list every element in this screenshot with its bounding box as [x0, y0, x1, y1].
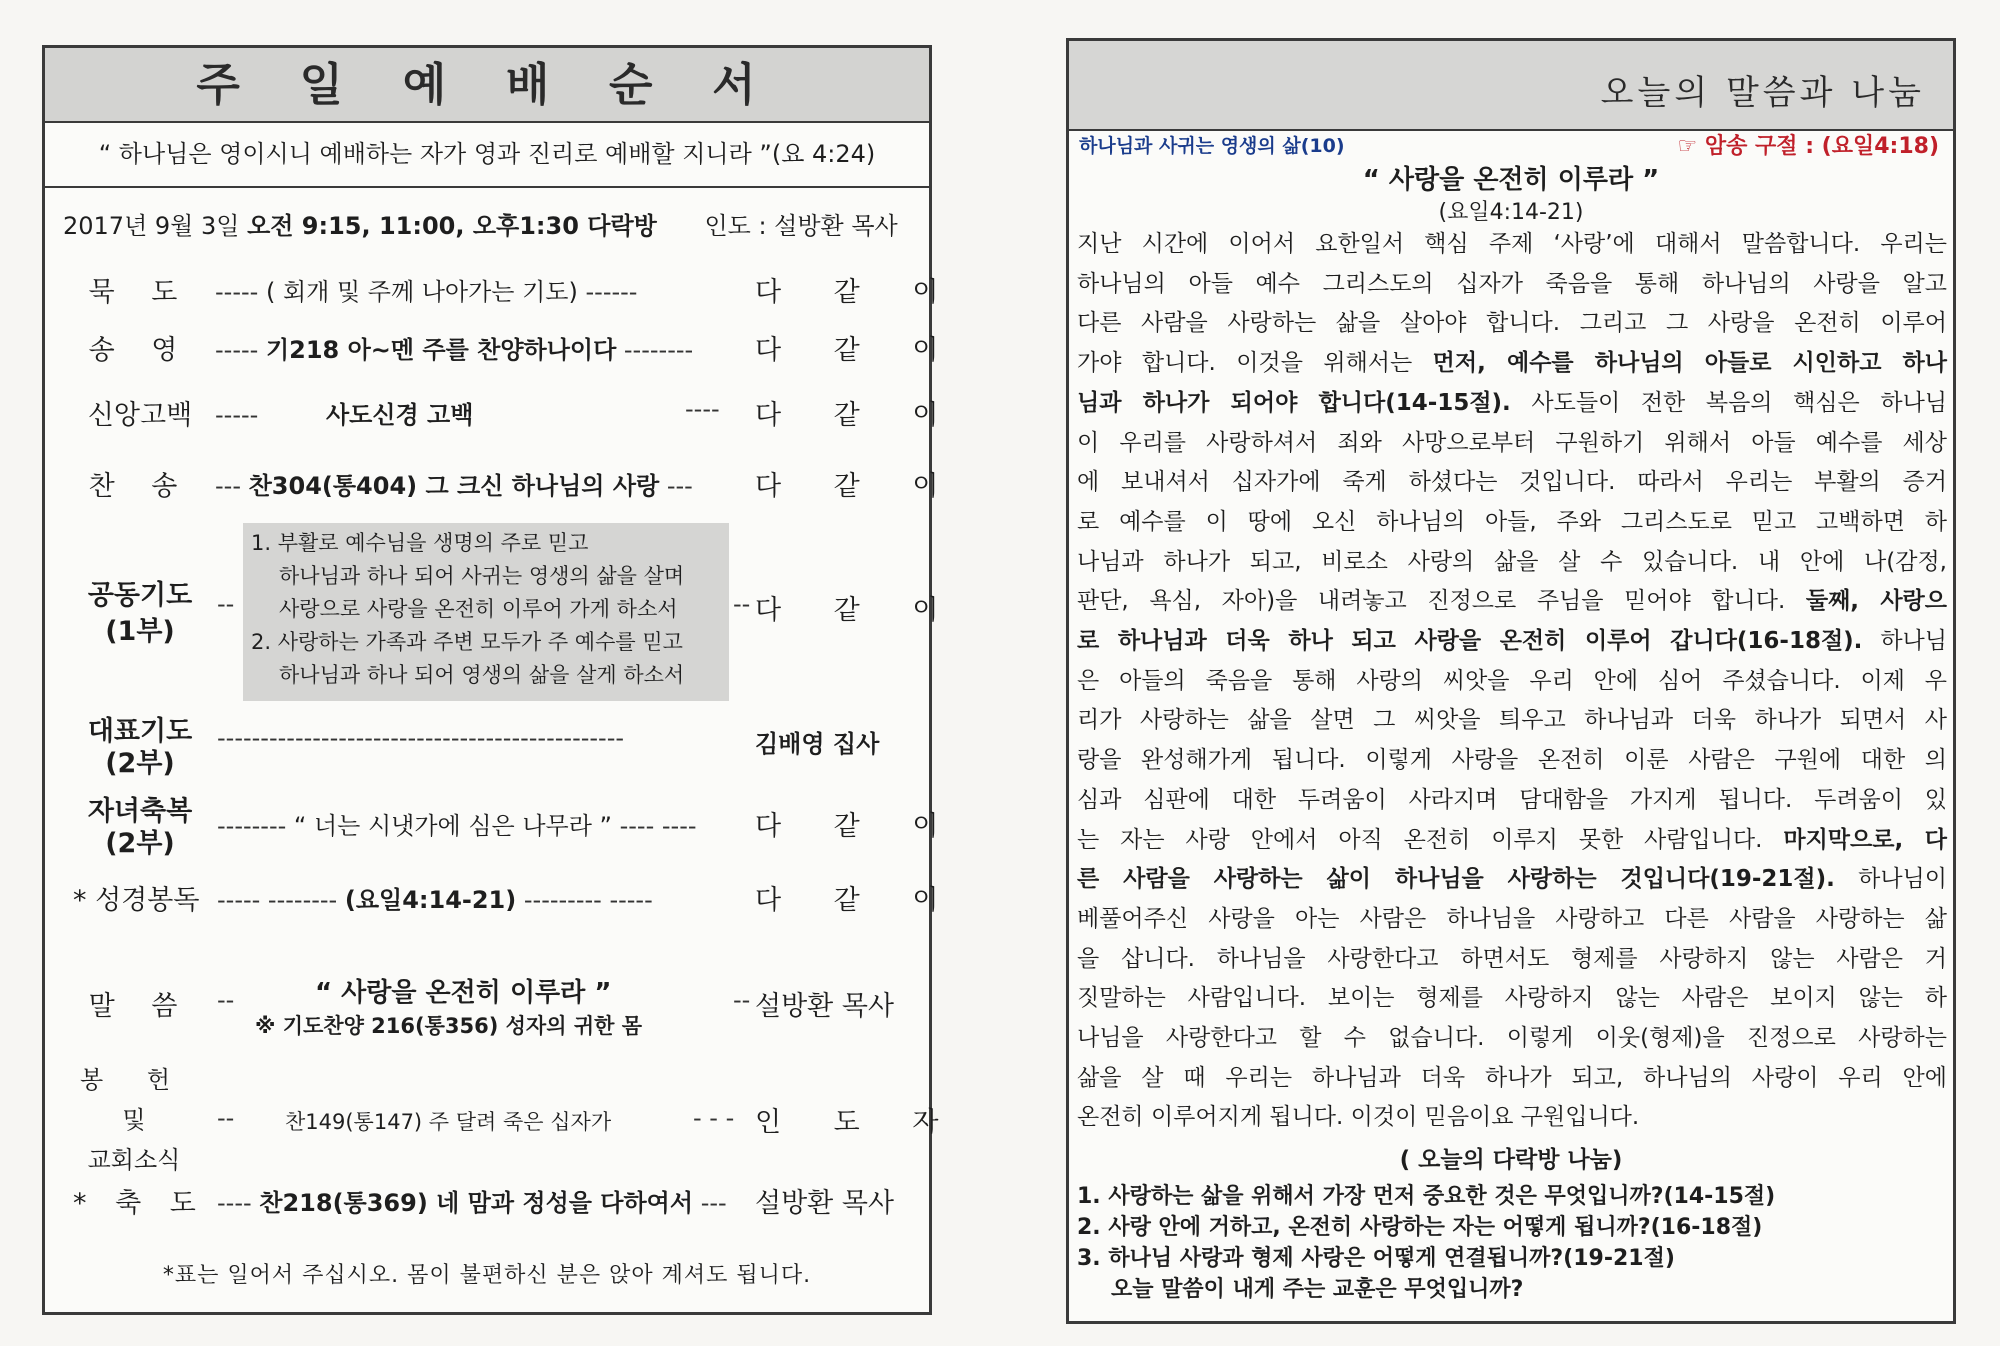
order-dash: ---- — [685, 395, 720, 423]
order-row-scripture — [45, 878, 961, 918]
order-label: 말 씀 — [88, 991, 192, 1022]
order-label: * 성경봉독 — [73, 885, 200, 916]
sermon-hymn: ※ 기도찬양 216(통356) 성자의 귀한 몸 — [255, 1014, 642, 1038]
body-line: 온전히 이루어지게 됩니다. 이것이 믿음이요 구원입니다. — [1077, 1104, 1640, 1131]
order-performer: 다 같 이 — [755, 277, 961, 308]
order-performer: 다 같 이 — [755, 335, 961, 366]
order-content: 찬149(통147) 주 달려 죽은 십자가 — [285, 1110, 612, 1134]
order-content: ----- ( 회개 및 주께 나아가는 기도) ------ — [215, 278, 638, 306]
sermon-title: “ 사랑을 온전히 이루라 ” — [315, 978, 612, 1008]
order-row-silent-prayer — [45, 270, 961, 310]
body-line: 하나님의 아들 예수 그리스도의 십자가 죽음을 통해 하나님의 사랑을 알고 — [1077, 270, 1947, 297]
order-dash: ----------------------------------------------- — [217, 724, 625, 752]
order-dash: -- — [217, 590, 235, 618]
order-label: 대표기도 (2부) — [87, 716, 193, 779]
order-label: 자녀축복 (2부) — [87, 796, 193, 859]
order-performer: 김배영 집사 — [755, 730, 880, 758]
body-line: 을 삽니다. 하나님을 사랑한다고 하면서도 형제를 사랑하지 않는 사람은 거 — [1077, 945, 1947, 972]
memory-verse: ☞ 암송 구절 : (요일4:18) — [1677, 134, 1939, 159]
body-line: 님과 하나가 되어야 합니다(14-15절). 사도들이 전한 복음의 핵심은 하나님 — [1077, 389, 1947, 416]
body-line: 은 아들의 죽음을 통해 사랑의 씨앗을 우리 안에 심어 주셨습니다. 이제 우 — [1077, 667, 1947, 694]
order-label: 묵 도 — [88, 277, 192, 308]
question-item: 2. 사랑 안에 거하고, 온전히 사랑하는 자는 어떻게 됩니까?(16-18절) — [1077, 1215, 1763, 1240]
order-performer: 다 같 이 — [755, 811, 961, 842]
common-prayer-box — [243, 523, 729, 701]
order-performer: 인 도 자 — [755, 1107, 961, 1138]
order-label: * 축 도 — [73, 1188, 206, 1219]
order-row-creed — [45, 393, 961, 433]
sermon-reference: (요일4:14-21) — [1438, 200, 1584, 225]
sermon-body — [1077, 225, 1947, 1138]
body-line: 나님과 하나가 되고, 비로소 사랑의 삶을 살 수 있습니다. 내 안에 나(감정, — [1077, 548, 1947, 575]
service-info — [63, 206, 898, 241]
order-performer: 설방환 목사 — [755, 1188, 894, 1219]
body-line: 로 하나님과 더욱 하나 되고 사랑을 온전히 이루어 갑니다(16-18절). 하나님 — [1077, 628, 1947, 655]
sermon-sharing-panel — [1066, 38, 1956, 1324]
body-line: 판단, 욕심, 자아)을 내려놓고 진정으로 주님을 믿어야 합니다. 둘째, 사랑으 — [1077, 588, 1947, 615]
body-line: 랑을 완성해가게 됩니다. 이렇게 사랑을 온전히 이룬 사람은 구원에 대한 의 — [1077, 747, 1947, 774]
order-label: 찬 송 — [88, 471, 192, 502]
order-performer: 다 같 이 — [755, 595, 961, 626]
share-title: ( 오늘의 다락방 나눔) — [1399, 1147, 1623, 1173]
order-row-representative-prayer — [45, 716, 905, 796]
worship-order-panel — [42, 45, 961, 1315]
order-label: 봉 헌 및 교회소식 — [80, 1066, 188, 1174]
sharing-header — [1069, 41, 1953, 131]
order-content: ---- 찬218(통369) 네 맘과 정성을 다하여서 --- — [217, 1189, 727, 1217]
sharing-title: 오늘의 말씀과 나눔 — [1600, 73, 1925, 113]
order-performer: 다 같 이 — [755, 471, 961, 502]
order-label: 공동기도 (1부) — [87, 580, 193, 647]
footer-note: *표는 일어서 주십시오. 몸이 불편하신 분은 앉아 계셔도 됩니다. — [162, 1263, 812, 1288]
body-line: 나님을 사랑한다고 할 수 없습니다. 이렇게 이웃(형제)을 진정으로 사랑하는 — [1077, 1025, 1947, 1052]
prayer-line: 하나님과 하나 되어 영생의 삶을 살게 하소서 — [279, 663, 685, 687]
body-line: 리가 사랑하는 삶을 살면 그 씨앗을 틔우고 하나님과 더욱 하나가 되면서 사 — [1077, 707, 1947, 734]
service-date: 2017년 9월 3일 — [63, 212, 240, 240]
order-content: --- 찬304(통404) 그 크신 하나님의 사랑 --- — [215, 472, 693, 500]
prayer-line: 1. 부활로 예수님을 생명의 주로 믿고 — [251, 531, 589, 555]
order-dash: -- — [733, 986, 751, 1014]
body-line: 이 우리를 사랑하셔서 죄와 사망으로부터 구원하기 위해서 아들 예수를 세상 — [1077, 429, 1947, 456]
prayer-line: 2. 사랑하는 가족과 주변 모두가 주 예수를 믿고 — [251, 630, 683, 654]
order-label: 송 영 — [88, 335, 192, 366]
question-item: 3. 하나님 사랑과 형제 사랑은 어떻게 연결됩니까?(19-21절) — [1077, 1246, 1675, 1271]
service-leader: 인도 : 설방환 목사 — [704, 212, 898, 240]
order-row-offering — [45, 1060, 961, 1180]
order-performer: 다 같 이 — [755, 400, 961, 431]
order-label: 신앙고백 — [87, 400, 193, 431]
question-item: 오늘 말씀이 내게 주는 교훈은 무엇입니까? — [1111, 1277, 1524, 1302]
order-content: -------- “ 너는 시냇가에 심은 나무라 ” ---- ---- — [217, 812, 697, 840]
body-line: 심과 심판에 대한 두려움이 사라지며 담대함을 가지게 됩니다. 두려움이 있 — [1077, 786, 1947, 813]
order-row-child-blessing — [45, 796, 961, 876]
body-line: 가야 합니다. 이것을 위해서는 먼저, 예수를 하나님의 아들로 시인하고 하나 — [1077, 350, 1947, 377]
body-line: 짓말하는 사람입니다. 보이는 형제를 사랑하지 않는 사람은 보이지 않는 하 — [1077, 985, 1947, 1012]
body-line: 는 자는 사랑 안에서 아직 온전히 이루지 못한 사람입니다. 마지막으로, 다 — [1077, 826, 1947, 853]
prayer-line: 하나님과 하나 되어 사귀는 영생의 삶을 살며 — [279, 564, 685, 588]
order-content: ----- 기218 아~멘 주를 찬양하나이다 -------- — [215, 336, 694, 364]
order-content: ----- 사도신경 고백 — [215, 401, 474, 429]
order-dash: - - - — [693, 1104, 735, 1132]
order-dash: -- — [217, 986, 235, 1014]
body-line: 베풀어주신 사랑을 아는 사람은 하나님을 사랑하고 다른 사람을 사랑하는 삶 — [1077, 905, 1947, 932]
order-performer: 설방환 목사 — [755, 991, 894, 1022]
order-content: ----- -------- (요일4:14-21) --------- ----- — [217, 886, 653, 914]
body-line: 다른 사람을 사랑하는 삶을 살아야 합니다. 그리고 그 사랑을 온전히 이루어 — [1077, 310, 1947, 337]
series-title: 하나님과 사귀는 영생의 삶(10) — [1079, 135, 1345, 157]
order-performer: 다 같 이 — [755, 885, 961, 916]
question-item: 1. 사랑하는 삶을 위해서 가장 먼저 중요한 것은 무엇입니까?(14-15절) — [1077, 1184, 1776, 1209]
order-dash: -- — [217, 1104, 235, 1132]
service-times: 오전 9:15, 11:00, 오후1:30 다락방 — [247, 212, 657, 240]
body-line: 른 사람을 사랑하는 삶이 하나님을 사랑하는 것입니다(19-21절). 하나님이 — [1077, 866, 1947, 893]
sermon-title-heading: “ 사랑을 온전히 이루라 ” — [1362, 165, 1660, 195]
order-row-benediction — [45, 1181, 905, 1221]
order-row-sermon — [45, 976, 905, 1056]
order-row-hymn — [45, 464, 961, 504]
body-line: 에 보내셔서 십자가에 죽게 하셨다는 것입니다. 따라서 우리는 부활의 증거 — [1077, 469, 1947, 496]
discussion-questions — [1077, 1181, 1775, 1305]
order-row-doxology — [45, 328, 961, 368]
order-dash: -- — [733, 590, 751, 618]
body-line: 삶을 살 때 우리는 하나님과 더욱 하나가 되고, 하나님의 사랑이 우리 안에 — [1077, 1064, 1947, 1091]
theme-verse: “ 하나님은 영이시니 예배하는 자가 영과 진리로 예배할 지니라 ”(요 4:24) — [45, 123, 929, 188]
body-line: 로 예수를 이 땅에 오신 하나님의 아들, 주와 그리스도로 믿고 고백하면 하 — [1077, 508, 1947, 535]
worship-order-title: 주 일 예 배 순 서 — [45, 48, 929, 123]
body-line: 지난 시간에 이어서 요한일서 핵심 주제 ‘사랑’에 대해서 말씀합니다. 우리는 — [1077, 231, 1947, 257]
prayer-line: 사랑으로 사랑을 온전히 이루어 가게 하소서 — [279, 597, 678, 621]
